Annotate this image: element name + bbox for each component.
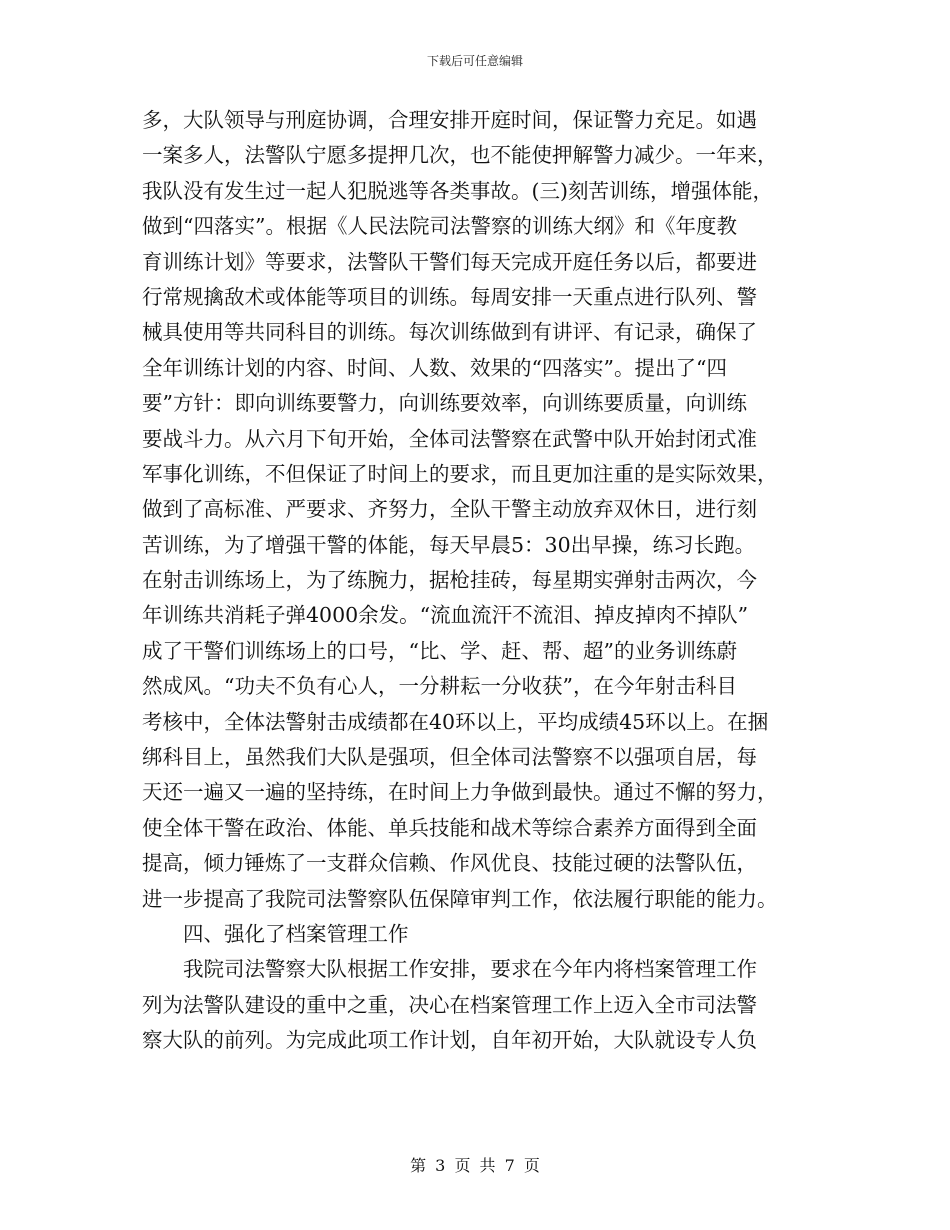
text-line: 育训练计划》等要求，法警队干警们每天完成开庭任务以后，都要进 bbox=[142, 249, 757, 274]
text-line: 军事化训练，不但保证了时间上的要求，而且更加注重的是实际效果， bbox=[142, 461, 778, 486]
document-body bbox=[142, 103, 814, 1059]
page-footer: 第 3 页 共 7 页 bbox=[410, 1156, 540, 1175]
text-line: 绑科目上，虽然我们大队是强项，但全体司法警察不以强项自居，每 bbox=[142, 745, 757, 770]
text-line: 行常规擒敌术或体能等项目的训练。每周安排一天重点进行队列、警 bbox=[142, 284, 757, 309]
text-line: 械具使用等共同科目的训练。每次训练做到有讲评、有记录，确保了 bbox=[142, 320, 757, 345]
text-line: 全年训练计划的内容、时间、人数、效果的“四落实”。提出了“四 bbox=[142, 355, 727, 380]
text-line: 苦训练，为了增强干警的体能，每天早晨5：30出早操，练习长跑。 bbox=[142, 532, 756, 557]
text-line: 年训练共消耗子弹4000余发。“流血流汗不流泪、掉皮掉肉不掉队” bbox=[142, 603, 749, 628]
text-line: 要”方针：即向训练要警力，向训练要效率，向训练要质量，向训练 bbox=[142, 391, 747, 416]
text-line: 进一步提高了我院司法警察队伍保障审判工作，依法履行职能的能力。 bbox=[142, 886, 778, 911]
text-line: 多，大队领导与刑庭协调，合理安排开庭时间，保证警力充足。如遇 bbox=[142, 108, 757, 132]
text-line: 四、强化了档案管理工作 bbox=[183, 921, 409, 946]
text-line: 我院司法警察大队根据工作安排，要求在今年内将档案管理工作 bbox=[183, 957, 757, 982]
text-line: 做到“四落实”。根据《人民法院司法警察的训练大纲》和《年度教 bbox=[142, 214, 737, 239]
text-line: 考核中，全体法警射击成绩都在40环以上，平均成绩45环以上。在捆 bbox=[142, 709, 769, 734]
text-line: 提高，倾力锤炼了一支群众信赖、作风优良、技能过硬的法警队伍， bbox=[142, 851, 757, 876]
text-line: 然成风。“功夫不负有心人，一分耕耘一分收获”，在今年射击科目 bbox=[142, 674, 737, 699]
text-line: 在射击训练场上，为了练腕力，据枪挂砖，每星期实弹射击两次，今 bbox=[142, 568, 757, 593]
text-line: 天还一遍又一遍的坚持练，在时间上力争做到最快。通过不懈的努力， bbox=[142, 780, 778, 805]
page-header: 下载后可任意编辑 bbox=[426, 54, 523, 68]
text-line: 要战斗力。从六月下旬开始，全体司法警察在武警中队开始封闭式准 bbox=[142, 426, 757, 451]
text-line: 使全体干警在政治、体能、单兵技能和战术等综合素养方面得到全面 bbox=[142, 815, 757, 840]
text-line: 成了干警们训练场上的口号，“比、学、赶、帮、超”的业务训练蔚 bbox=[142, 638, 737, 663]
text-line: 一案多人，法警队宁愿多提押几次，也不能使押解警力减少。一年来， bbox=[142, 143, 778, 168]
text-line: 做到了高标准、严要求、齐努力，全队干警主动放弃双休日，进行刻 bbox=[142, 497, 757, 522]
text-line: 我队没有发生过一起人犯脱逃等各类事故。(三)刻苦训练，增强体能， bbox=[142, 178, 773, 203]
text-line: 察大队的前列。为完成此项工作计划，自年初开始，大队就设专人负 bbox=[142, 1028, 757, 1053]
text-line: 列为法警队建设的重中之重，决心在档案管理工作上迈入全市司法警 bbox=[142, 992, 757, 1017]
